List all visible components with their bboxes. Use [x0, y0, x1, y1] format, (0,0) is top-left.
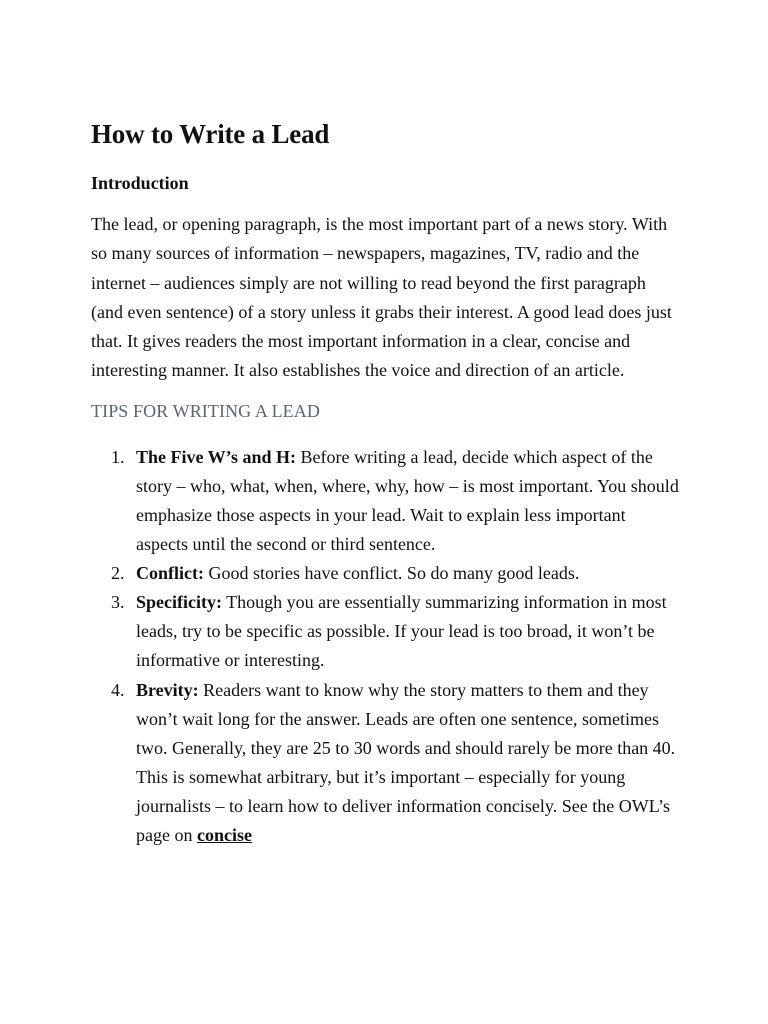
tip-term: The Five W’s and H:	[136, 446, 297, 467]
list-number: 4.	[111, 679, 125, 700]
document-title: How to Write a Lead	[91, 119, 330, 149]
tip-text: Good stories have conflict. So do many good leads.	[203, 563, 580, 584]
list-item	[91, 588, 681, 675]
tip-text: Before writing a lead, decide which aspect of the story – who, what, when, where, why, how – is most important. You should emphasize those aspects in your lead. Wait to explain less important aspects until the second or third sentence.	[136, 446, 679, 555]
tip-text: Though you are essentially summarizing information in most leads, try to be specific as possible. If your lead is too broad, it won’t be informative or interesting.	[136, 592, 667, 671]
tips-heading: TIPS FOR WRITING A LEAD	[91, 400, 320, 421]
document-page	[91, 116, 691, 850]
list-number: 3.	[111, 592, 125, 613]
section-heading-introduction: Introduction	[91, 173, 189, 193]
list-item	[91, 443, 681, 559]
concise-link[interactable]: concise	[196, 825, 252, 845]
tip-term: Specificity:	[136, 592, 222, 613]
tips-list	[91, 443, 691, 850]
intro-paragraph: The lead, or opening paragraph, is the most important part of a news story. With so many sources of information – newspapers, magazines, TV, radio and the internet – audiences simply are not willing to read beyond the first paragraph (and even sentence) of a story unless it grabs their interest. A good lead does just that. It gives readers the most important information in a clear, concise and interesting manner. It also establishes the voice and direction of an article.	[91, 214, 672, 381]
list-item	[91, 676, 681, 851]
list-number: 2.	[111, 563, 125, 584]
tip-term: Conflict:	[136, 563, 204, 584]
tip-term: Brevity:	[136, 679, 199, 700]
list-item	[91, 559, 681, 588]
list-number: 1.	[111, 446, 125, 467]
tip-text: Readers want to know why the story matters to them and they won’t wait long for the answer. Leads are often one sentence, sometimes two. Generally, they are 25 to 30 words and should rarely be more than 40. This is somewhat arbitrary, but it’s important – especially for young journalists – to learn how to deliver information concisely. See the OWL’s page on	[136, 679, 676, 845]
